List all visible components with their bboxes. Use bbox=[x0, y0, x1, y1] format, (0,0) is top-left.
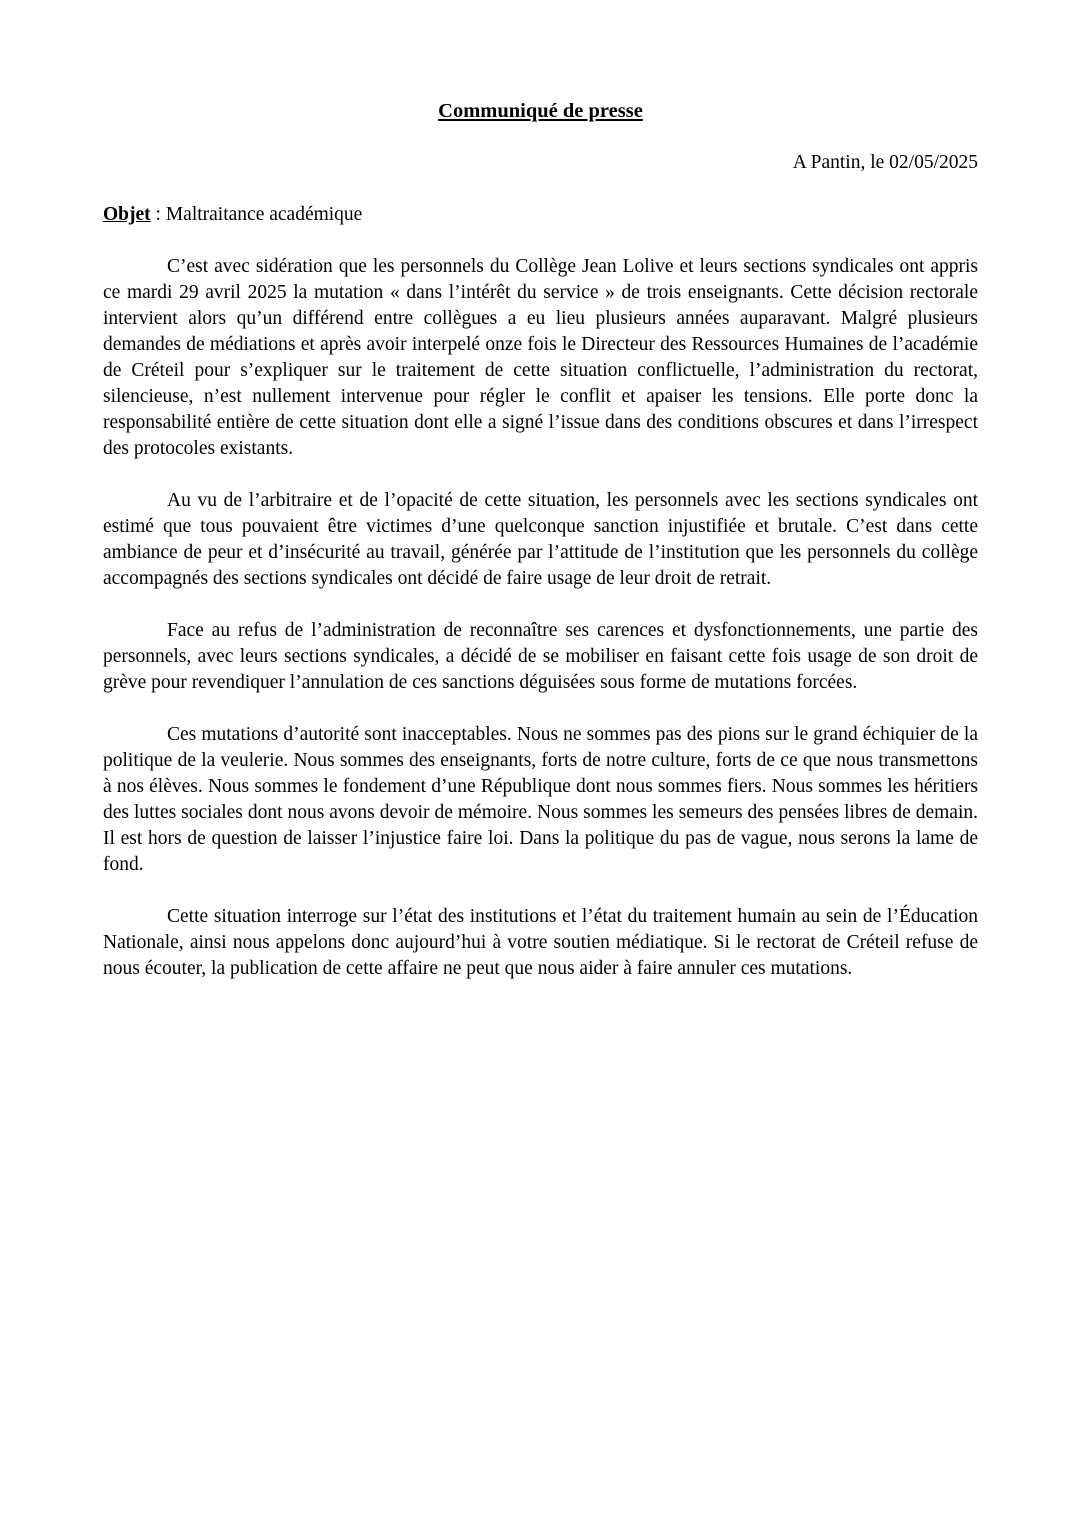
subject-separator: : bbox=[150, 204, 166, 225]
dateline: A Pantin, le 02/05/2025 bbox=[792, 152, 978, 173]
paragraph-2: Au vu de l’arbitraire et de l’opacité de cette situation, les personnels avec les sections syndicales ont estimé que tous pouvaient être victimes d’une quelconque sanction injustifiée et brutale. C’est dans cette ambiance de peur et d’insécurité au travail, générée par l’attitude de l’institution que les personnels du collège accompagnés des sections syndicales ont décidé de faire usage de leur droit de retrait. bbox=[103, 490, 978, 589]
paragraph-5: Cette situation interroge sur l’état des institutions et l’état du traitement humain au sein de l’Éducation Nationale, ainsi nous appelons donc aujourd’hui à votre soutien médiatique. Si le rectorat de Créteil refuse de nous écouter, la publication de cette affaire ne peut que nous aider à faire annuler ces mutations. bbox=[103, 906, 978, 979]
document-title: Communiqué de presse bbox=[438, 100, 643, 122]
paragraph-4: Ces mutations d’autorité sont inacceptables. Nous ne sommes pas des pions sur le grand échiquier de la politique de la veulerie. Nous sommes des enseignants, forts de notre culture, forts de ce que nous transmettons à nos élèves. Nous sommes le fondement d’une République dont nous sommes fiers. Nous sommes les héritiers des luttes sociales dont nous avons devoir de mémoire. Nous sommes les semeurs des pensées libres de demain. Il est hors de question de laisser l’injustice faire loi. Dans la politique du pas de vague, nous serons la lame de fond. bbox=[103, 724, 978, 875]
subject-line bbox=[103, 202, 978, 228]
subject-text: Maltraitance académique bbox=[165, 204, 363, 225]
subject-label: Objet bbox=[103, 204, 151, 225]
paragraph-3: Face au refus de l’administration de reconnaître ses carences et dysfonctionnements, une partie des personnels, avec leurs sections syndicales, a décidé de se mobiliser en faisant cette fois usage de son droit de grève pour revendiquer l’annulation de ces sanctions déguisées sous forme de mutations forcées. bbox=[103, 620, 978, 693]
paragraph-1: C’est avec sidération que les personnels du Collège Jean Lolive et leurs sections syndicales ont appris ce mardi 29 avril 2025 la mutation « dans l’intérêt du service » de trois enseignants. Cette décision rectorale intervient alors qu’un différend entre collègues a eu lieu plusieurs années auparavant. Malgré plusieurs demandes de médiations et après avoir interpelé onze fois le Directeur des Ressources Humaines de l’académie de Créteil pour s’expliquer sur le traitement de cette situation conflictuelle, l’administration du rectorat, silencieuse, n’est nullement intervenue pour régler le conflit et apaiser les tensions. Elle porte donc la responsabilité entière de cette situation dont elle a signé l’issue dans des conditions obscures et dans l’irrespect des protocoles existants. bbox=[103, 256, 978, 459]
document-body bbox=[103, 254, 978, 982]
